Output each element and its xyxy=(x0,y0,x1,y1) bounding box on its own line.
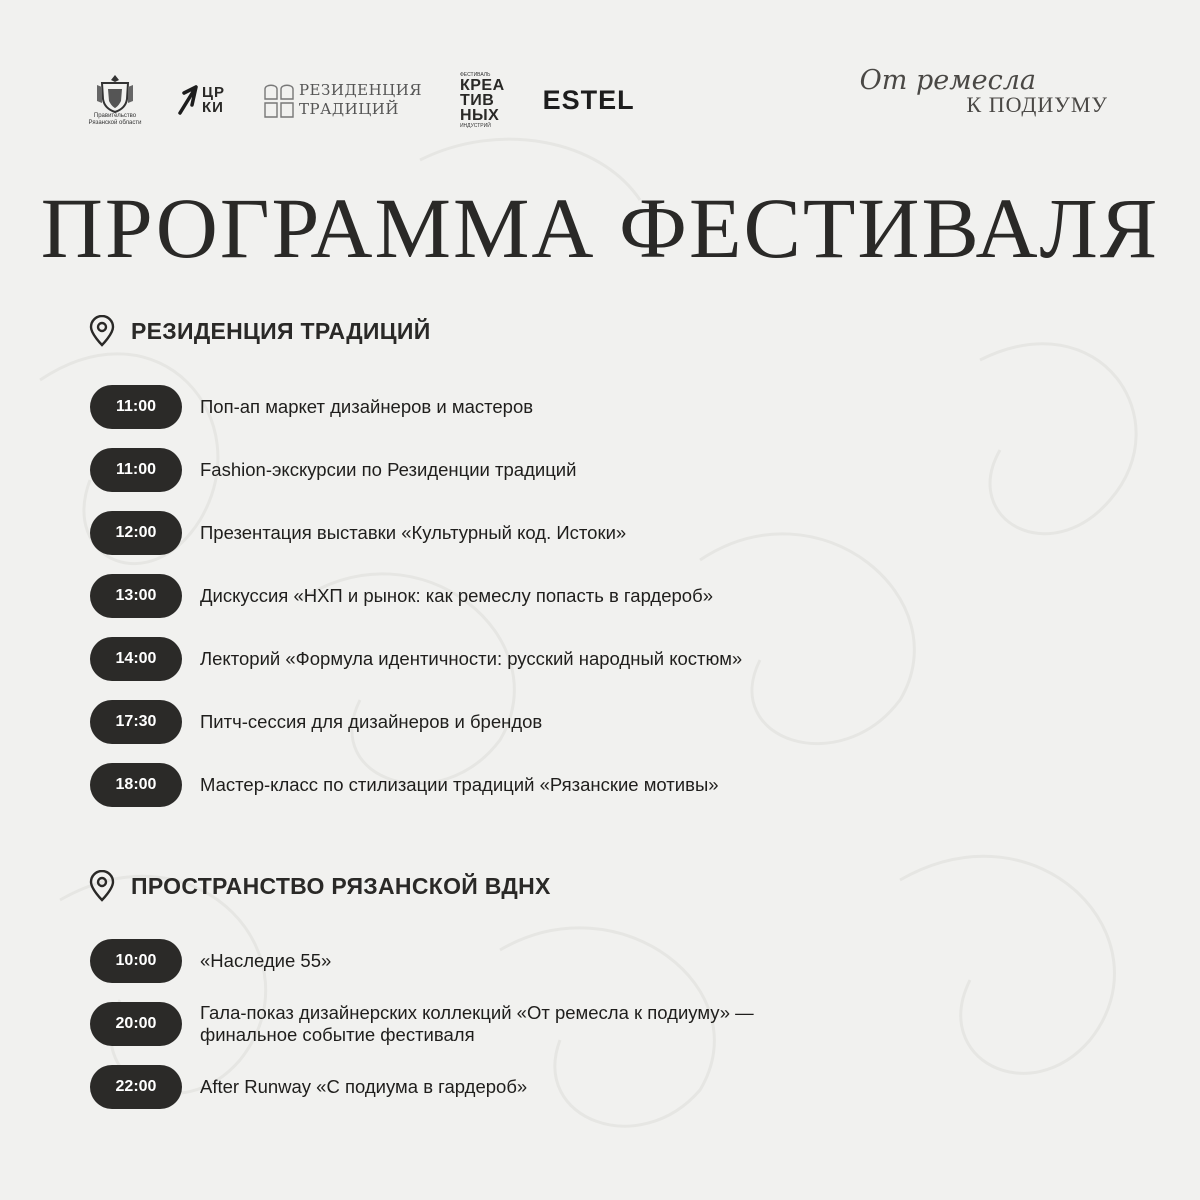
crki-line1: ЦР xyxy=(202,84,225,101)
residence-line1: РЕЗИДЕНЦИЯ xyxy=(298,81,422,99)
government-logo xyxy=(88,73,142,127)
festival-line3: НЫХ xyxy=(459,106,500,124)
event-row xyxy=(88,1055,1108,1118)
estel-logo: ESTEL xyxy=(542,84,635,115)
event-title: Поп-ап маркет дизайнеров и мастеров xyxy=(200,395,534,417)
event-list xyxy=(88,929,1108,1118)
location-pin-icon xyxy=(88,315,116,347)
festival-small-top: ФЕСТИВАЛЬ xyxy=(459,71,491,78)
residence-logo xyxy=(263,81,422,119)
coat-of-arms-icon xyxy=(94,73,136,113)
event-row xyxy=(88,690,1108,753)
event-title: Лекторий «Формула идентичности: русский народный костюм» xyxy=(200,647,743,669)
venue-header xyxy=(88,868,1108,904)
crki-logo xyxy=(176,83,225,117)
time-badge: 14:00 xyxy=(90,637,182,681)
event-title: «Наследие 55» xyxy=(200,949,332,971)
time-badge: 11:00 xyxy=(90,448,182,492)
time-badge: 18:00 xyxy=(90,763,182,807)
location-pin-icon xyxy=(88,870,116,902)
partner-logos xyxy=(88,70,673,130)
festival-brand xyxy=(860,65,1108,118)
event-title: Питч-сессия для дизайнеров и брендов xyxy=(200,710,543,732)
time-badge: 20:00 xyxy=(90,1002,182,1046)
time-badge: 17:30 xyxy=(90,700,182,744)
residence-mark-icon xyxy=(263,81,295,119)
time-badge: 11:00 xyxy=(90,385,182,429)
festival-line2: ТИВ xyxy=(459,91,495,109)
time-badge: 12:00 xyxy=(90,511,182,555)
event-row xyxy=(88,992,1108,1055)
event-row xyxy=(88,564,1108,627)
government-caption: Правительство Рязанской области xyxy=(88,113,142,126)
residence-line2: ТРАДИЦИЙ xyxy=(298,100,399,118)
crki-line2: КИ xyxy=(202,99,224,116)
event-title: Fashion-экскурсии по Резиденции традиций xyxy=(200,458,577,480)
page-title: ПРОГРАММА ФЕСТИВАЛЯ xyxy=(40,180,1160,276)
event-row xyxy=(88,501,1108,564)
event-list xyxy=(88,375,1108,816)
time-badge: 13:00 xyxy=(90,574,182,618)
event-title: Дискуссия «НХП и рынок: как ремеслу попасть в гардероб» xyxy=(200,584,713,606)
venue-header xyxy=(88,313,1108,349)
event-title: Мастер-класс по стилизации традиций «Рязанские мотивы» xyxy=(200,773,719,795)
venue-section xyxy=(88,313,1108,816)
crki-mark-icon xyxy=(176,83,198,117)
event-row xyxy=(88,753,1108,816)
event-row xyxy=(88,929,1108,992)
event-row xyxy=(88,375,1108,438)
event-row xyxy=(88,627,1108,690)
event-row xyxy=(88,438,1108,501)
event-title: Презентация выставки «Культурный код. Истоки» xyxy=(200,521,627,543)
brand-script: От ремесла xyxy=(859,65,1036,96)
festival-logo xyxy=(460,72,505,129)
venue-title: ПРОСТРАНСТВО РЯЗАНСКОЙ ВДНХ xyxy=(131,872,551,899)
time-badge: 10:00 xyxy=(90,939,182,983)
venue-title: РЕЗИДЕНЦИЯ ТРАДИЦИЙ xyxy=(131,317,431,344)
brand-caps: К ПОДИУМУ xyxy=(966,92,1108,117)
event-title: Гала-показ дизайнерских коллекций «От ремесла к подиуму» — финальное событие фестиваля xyxy=(200,1001,754,1045)
venue-section xyxy=(88,868,1108,1118)
time-badge: 22:00 xyxy=(90,1065,182,1109)
festival-small-bottom: ИНДУСТРИЙ xyxy=(459,122,491,129)
festival-line1: КРЕА xyxy=(459,76,505,94)
event-title: After Runway «С подиума в гардероб» xyxy=(200,1075,528,1097)
